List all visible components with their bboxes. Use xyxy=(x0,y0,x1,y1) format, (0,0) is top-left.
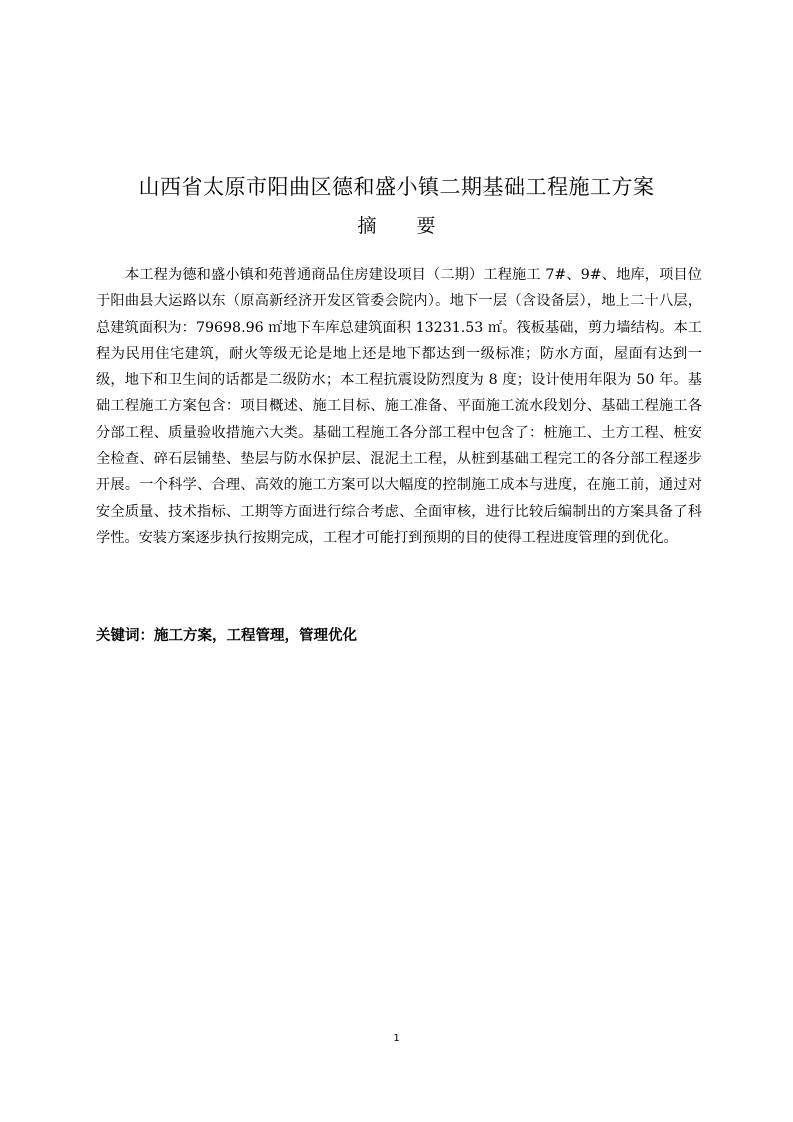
abstract-heading: 摘要 xyxy=(357,215,476,237)
page-number: 1 xyxy=(393,1033,400,1044)
abstract-paragraph: 本工程为德和盛小镇和苑普通商品住房建设项目（二期）工程施工 7#、9#、地库，项目位于阳曲县大运路以东（原高新经济开发区管委会院内）。地下一层（含设备层），地上二十八层，总建筑面积为：79698.96 ㎡地下车库总建筑面积 13231.53 ㎡。筏板基础，剪力墙结构。本工程为民用住宅建筑，耐火等级无论是地上还是地下都达到一级标准；防水方面，屋面有达到一级，地下和卫生间的话都是二级防水；本工程抗震设防烈度为 8 度；设计使用年限为 50 年。基础工程施工方案包含：项目概述、施工目标、施工准备、平面施工流水段划分、基础工程施工各分部工程、质量验收措施六大类。基础工程施工各分部工程中包含了：桩施工、土方工程、桩安全检查、碎石层铺垫、垫层与防水保护层、混泥土工程，从桩到基础工程完工的各分部工程逐步开展。一个科学、合理、高效的施工方案可以大幅度的控制施工成本与进度，在施工前，通过对安全质量、技术指标、工期等方面进行综合考虑、全面审核，进行比较后编制出的方案具备了科学性。安装方案逐步执行按期完成，工程才可能打到预期的目的使得工程进度管理的到优化。 xyxy=(96,267,702,546)
document-title: 山西省太原市阳曲区德和盛小镇二期基础工程施工方案 xyxy=(138,175,655,199)
keywords-line: 关键词：施工方案，工程管理，管理优化 xyxy=(96,628,357,644)
